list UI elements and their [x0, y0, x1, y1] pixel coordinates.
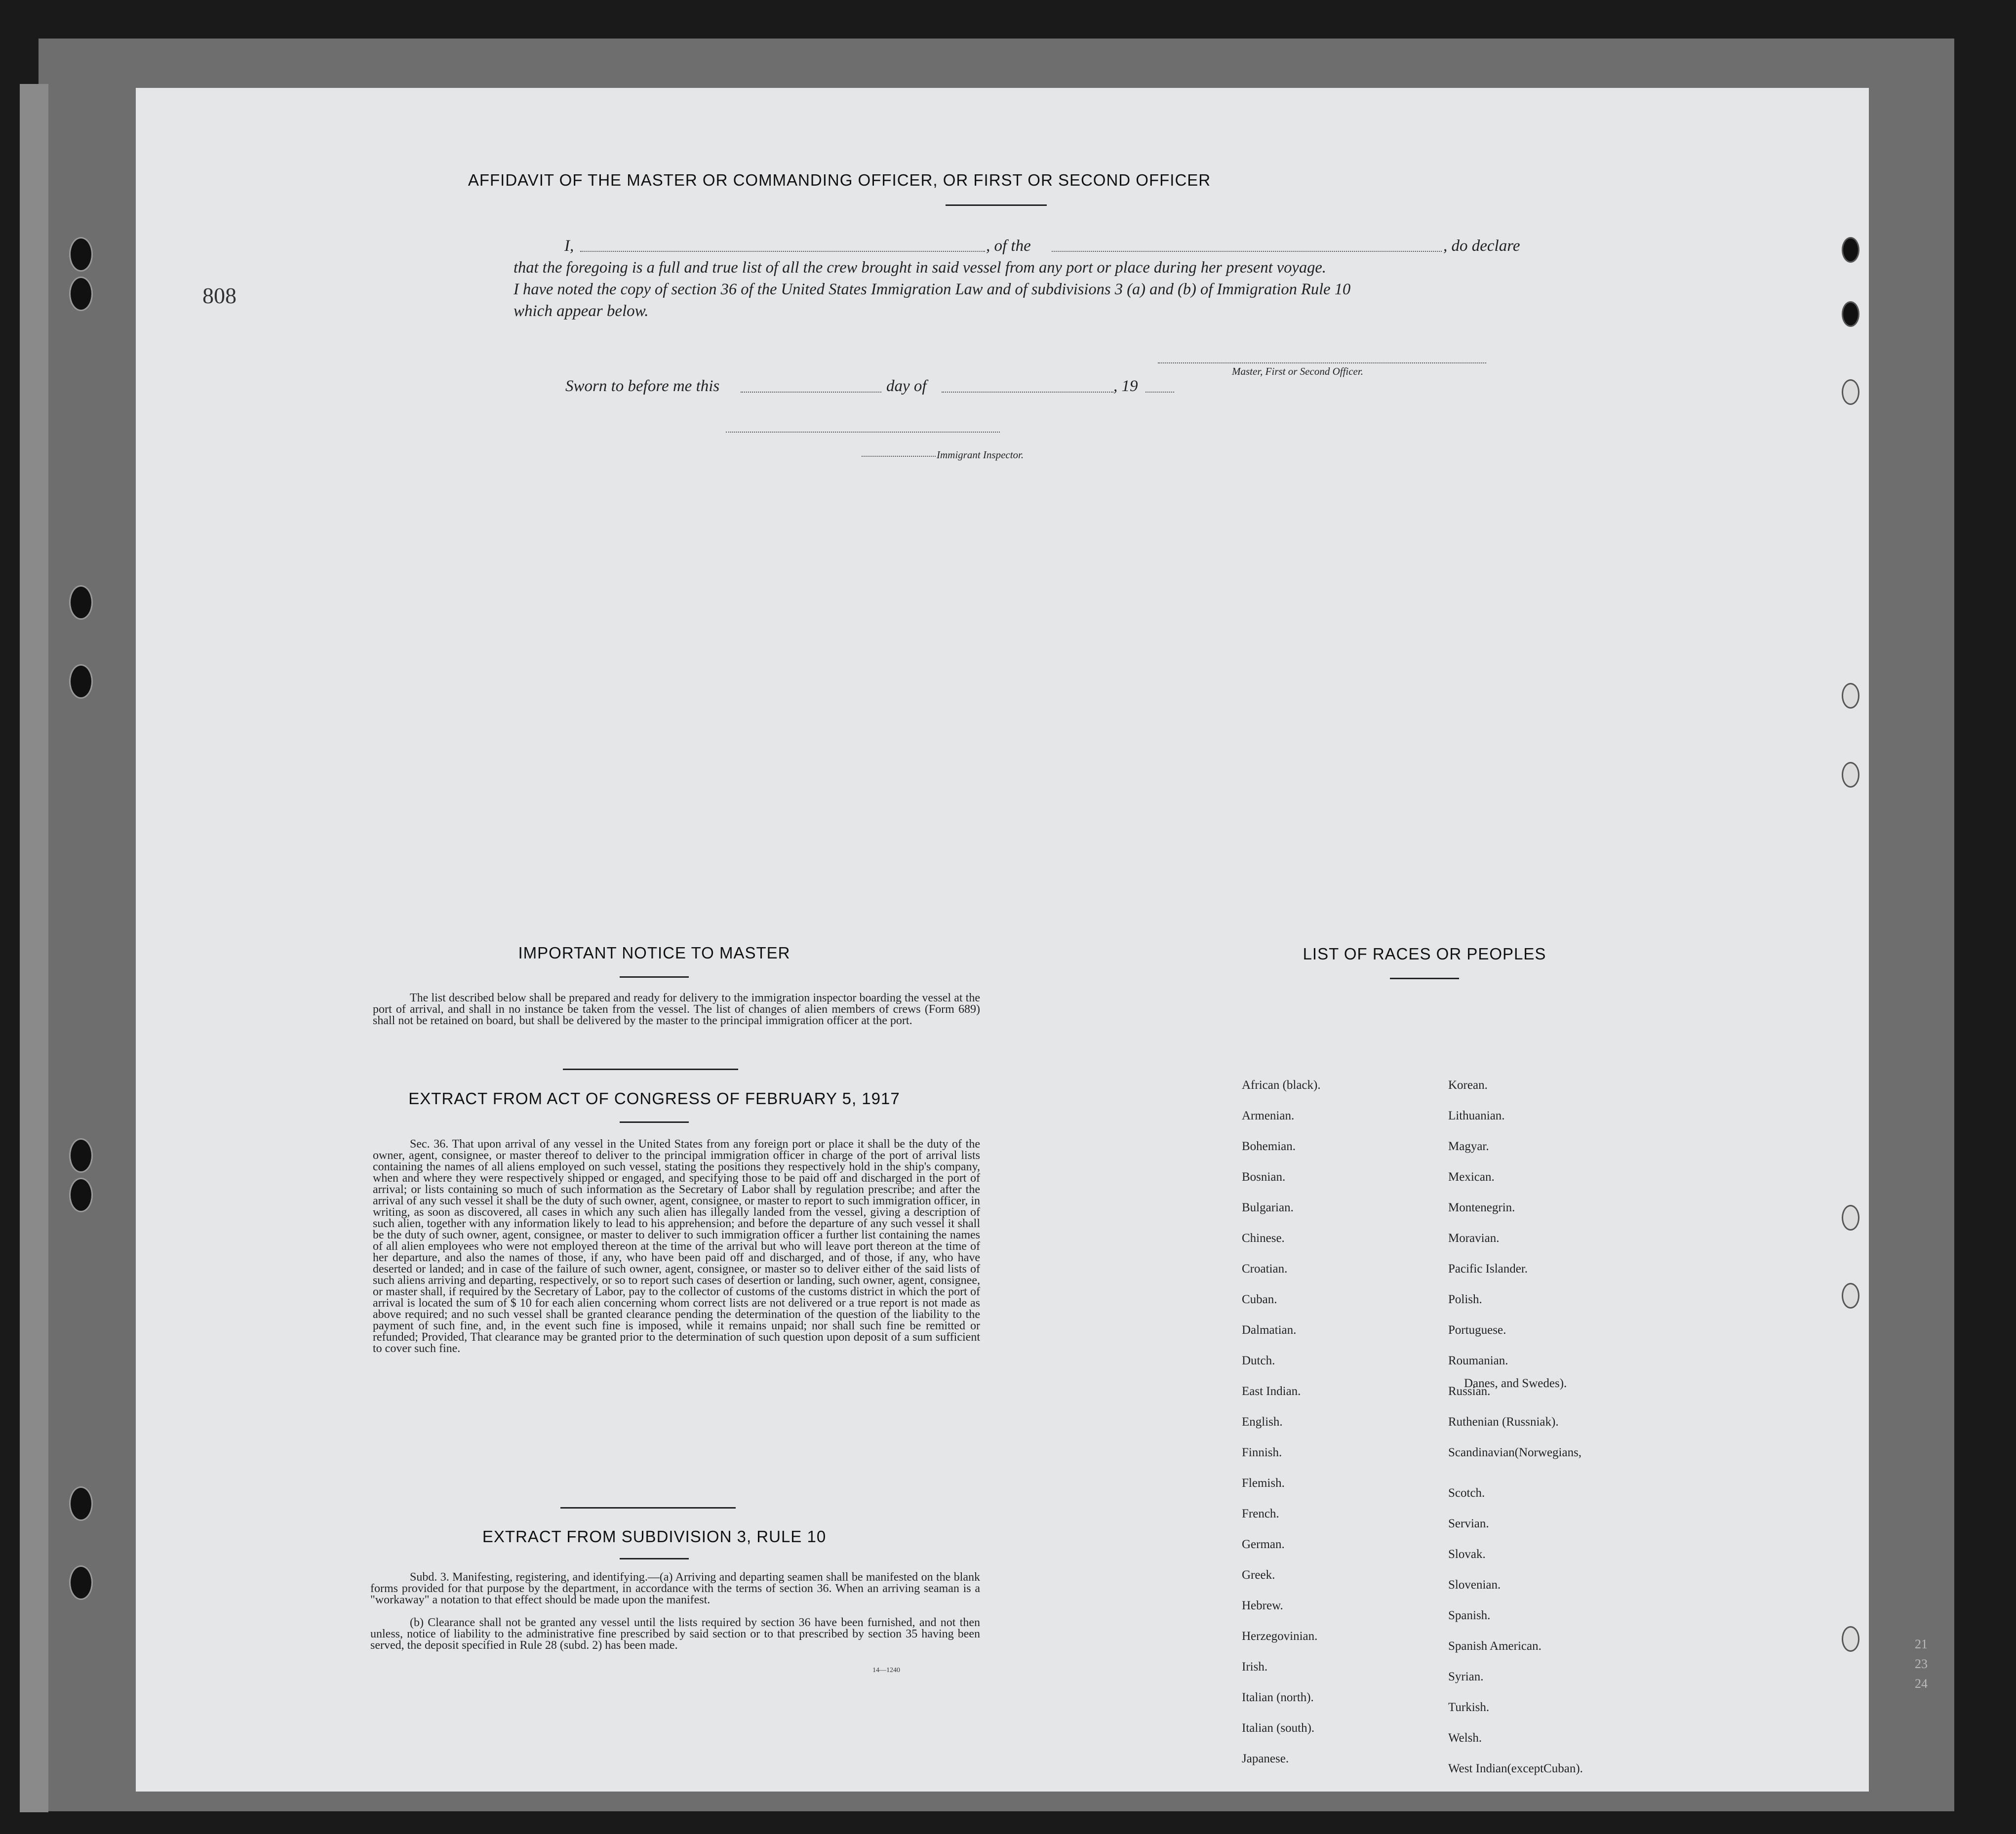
binder-hole: [69, 1178, 93, 1212]
day-line: [741, 392, 881, 393]
race-entry: Croatian.: [1242, 1262, 1288, 1276]
extract-act-rule: [620, 1121, 689, 1123]
race-entry: Ruthenian (Russniak).: [1448, 1415, 1559, 1429]
race-entry: Greek.: [1242, 1568, 1275, 1582]
race-entry: Korean.: [1448, 1078, 1488, 1092]
notice-rule: [620, 976, 689, 978]
extract-rule-text-b: (b) Clearance shall not be granted any vessel until the lists required by section 36 have been furnished, and not then unless, notice of liability to the administrative fine prescribed by said section or to that prescribed by section 35 having been served, the deposit specified in Rule 28 (subd. 2) has been made.: [370, 1616, 980, 1652]
binder-hole: [69, 585, 93, 620]
race-entry-continued: Danes, and Swedes).: [1464, 1377, 1567, 1390]
punch-hole: [1842, 1283, 1859, 1309]
race-entry: Hebrew.: [1242, 1599, 1283, 1612]
of-the-label: , of the: [986, 237, 1031, 255]
affidavit-heading: AFFIDAVIT OF THE MASTER OR COMMANDING OFFICER, OR FIRST OR SECOND OFFICER: [468, 171, 1211, 189]
extract-act-text: Sec. 36. That upon arrival of any vessel in the United States from any foreign port or place it shall be the duty of the owner, agent, consignee, or master thereof to deliver to the principal immigration officer in charge of the port of arrival lists containing the names of all aliens employed on such vessel, stating the positions they respectively hold in the ship's company, when and where they were respectively shipped or engaged, and specifying those to be paid off and discharged in the port of arrival; or lists containing so much of such information as the Secretary of Labor shall by regulation prescribe; and after the arrival of any such vessel it shall be the duty of such owner, agent, consignee, or master to report to such immigration officer, in writing, as soon as discovered, all cases in which any such alien has illegally landed from the vessel, giving a description of such alien, together with any information likely to lead to his apprehension; and before the departure of any such vessel it shall be the duty of such owner, agent, consignee, or master to deliver to such immigration officer a further list containing the names of all alien employees who were not employed thereon at the time of the arrival but who will leave port thereon at the time of her departure, and also the names of those, if any, who have been paid off and discharged, and of those, if any, who have deserted or landed; and in case of the failure of such owner, agent, consignee, or master so to deliver either of the said lists of such aliens arriving and departing, respectively, or so to report such cases of desertion or landing, such owner, agent, consignee, or master shall, if required by the Secretary of Labor, pay to the collector of customs of the customs district in which the port of arrival is located the sum of $ 10 for each alien concerning whom correct lists are not delivered or a true report is not made as above required; and no such vessel shall be granted clearance pending the determination of the question of the liability to the payment of such fine, and, in the event such fine is imposed, while it remains unpaid; nor shall such fine be remitted or refunded; Provided, That clearance may be granted prior to the determination of such question upon deposit of a sum sufficient to cover such fine.: [373, 1138, 980, 1355]
race-entry: Flemish.: [1242, 1476, 1285, 1490]
race-entry: Armenian.: [1242, 1109, 1295, 1122]
race-entry: English.: [1242, 1415, 1283, 1429]
race-entry: Servian.: [1448, 1517, 1489, 1530]
binder-hole: [69, 664, 93, 699]
inspector-signature-line: [726, 432, 1000, 433]
race-entry: Chinese.: [1242, 1232, 1285, 1245]
year-label: , 19: [1113, 377, 1138, 395]
affidavit-line-4: which appear below.: [514, 302, 649, 320]
inspector-lead-line: [862, 456, 936, 457]
punch-hole: [1842, 1205, 1859, 1231]
left-margin-number: 808: [202, 283, 237, 308]
race-entry: Turkish.: [1448, 1701, 1490, 1714]
race-entry: Bulgarian.: [1242, 1201, 1294, 1214]
race-entry: Portuguese.: [1448, 1323, 1506, 1337]
affidavit-sheet: [136, 88, 1869, 1792]
race-entry: Dutch.: [1242, 1354, 1275, 1367]
race-entry: Italian (south).: [1242, 1721, 1315, 1735]
binder-hole: [69, 277, 93, 311]
race-entry: Spanish.: [1448, 1609, 1491, 1622]
race-entry: Bohemian.: [1242, 1140, 1296, 1153]
race-entry: Moravian.: [1448, 1232, 1500, 1245]
races-heading: LIST OF RACES OR PEOPLES: [1303, 945, 1546, 963]
notice-heading: IMPORTANT NOTICE TO MASTER: [518, 944, 791, 962]
race-entry: German.: [1242, 1538, 1285, 1551]
race-entry: Dalmatian.: [1242, 1323, 1297, 1337]
race-entry: Slovak.: [1448, 1548, 1486, 1561]
punch-hole: [1842, 237, 1859, 263]
race-entry: Irish.: [1242, 1660, 1268, 1674]
race-entry: Scandinavian(Norwegians,: [1448, 1446, 1582, 1459]
race-entry: East Indian.: [1242, 1385, 1301, 1398]
race-entry: Pacific Islander.: [1448, 1262, 1528, 1276]
punch-hole: [1842, 1626, 1859, 1652]
do-declare-label: , do declare: [1443, 237, 1520, 255]
extract-act-separator: [560, 1507, 736, 1509]
race-entry: Polish.: [1448, 1293, 1482, 1306]
month-line: [942, 392, 1113, 393]
race-entry: African (black).: [1242, 1078, 1321, 1092]
race-entry: Finnish.: [1242, 1446, 1282, 1459]
race-entry: Welsh.: [1448, 1731, 1482, 1745]
affidavit-line-3: I have noted the copy of section 36 of the United States Immigration Law and of subdivisions 3 (a) and (b) of Immigration Rule 10: [514, 280, 1351, 298]
race-entry: Cuban.: [1242, 1293, 1277, 1306]
sworn-label: Sworn to before me this: [565, 377, 720, 395]
master-signature-caption: Master, First or Second Officer.: [1232, 365, 1363, 377]
extract-rule-text-a: Subd. 3. Manifesting, registering, and identifying.—(a) Arriving and departing seamen shall be manifested on the blank forms provided for that purpose by the department, in accordance with the terms of section 36. When an arriving seaman is a "workaway" a notation to that effect should be made upon the manifest.: [370, 1571, 980, 1606]
form-number: 14—1240: [872, 1667, 900, 1674]
notice-separator: [563, 1069, 738, 1070]
punch-hole: [1842, 683, 1859, 709]
race-entry: French.: [1242, 1507, 1279, 1520]
binder-hole: [69, 1565, 93, 1600]
race-entry: Spanish American.: [1448, 1639, 1542, 1653]
race-entry: Italian (north).: [1242, 1691, 1314, 1704]
heading-rule: [946, 204, 1047, 206]
punch-hole: [1842, 301, 1859, 327]
race-entry: Russian.: [1448, 1385, 1491, 1398]
extract-rule-heading: EXTRACT FROM SUBDIVISION 3, RULE 10: [482, 1527, 827, 1546]
binder-hole: [69, 237, 93, 272]
binder-edge: [20, 84, 48, 1812]
punch-hole: [1842, 762, 1859, 788]
races-rule: [1390, 978, 1459, 979]
master-signature-line: [1158, 362, 1486, 363]
race-entry: Bosnian.: [1242, 1170, 1286, 1184]
punch-hole: [1842, 379, 1859, 405]
extract-act-heading: EXTRACT FROM ACT OF CONGRESS OF FEBRUARY 5, 1917: [408, 1089, 900, 1108]
affidavit-line-2: that the foregoing is a full and true list of all the crew brought in said vessel from any port or place during her present voyage.: [514, 259, 1326, 277]
inspector-signature-caption: Immigrant Inspector.: [937, 449, 1024, 461]
race-entry: Japanese.: [1242, 1752, 1289, 1765]
race-entry: Montenegrin.: [1448, 1201, 1515, 1214]
notice-text: The list described below shall be prepared and ready for delivery to the immigration inspector boarding the vessel at the port of arrival, and shall in no instance be taken from the vessel. The list of changes of alien members of crews (Form 689) shall not be retained on board, but shall be delivered by the master to the principal immigration officer at the port.: [373, 992, 980, 1027]
race-entry: West Indian(exceptCuban).: [1448, 1762, 1583, 1775]
race-entry: Syrian.: [1448, 1670, 1484, 1683]
i-label: I,: [564, 237, 574, 255]
right-margin-numbers: 21 23 24: [1915, 1637, 1928, 1691]
race-entry: Herzegovinian.: [1242, 1630, 1318, 1643]
vessel-line: [1052, 251, 1442, 252]
binder-hole: [69, 1486, 93, 1521]
race-entry: Magyar.: [1448, 1140, 1489, 1153]
name-line: [580, 251, 985, 252]
extract-rule-rule: [620, 1558, 689, 1559]
day-of-label: day of: [886, 377, 927, 395]
race-entry: Lithuanian.: [1448, 1109, 1505, 1122]
race-entry: Mexican.: [1448, 1170, 1495, 1184]
year-line: [1146, 392, 1174, 393]
binder-hole: [69, 1138, 93, 1173]
race-entry: Slovenian.: [1448, 1578, 1501, 1592]
race-entry: Roumanian.: [1448, 1354, 1508, 1367]
race-entry: Scotch.: [1448, 1486, 1485, 1500]
